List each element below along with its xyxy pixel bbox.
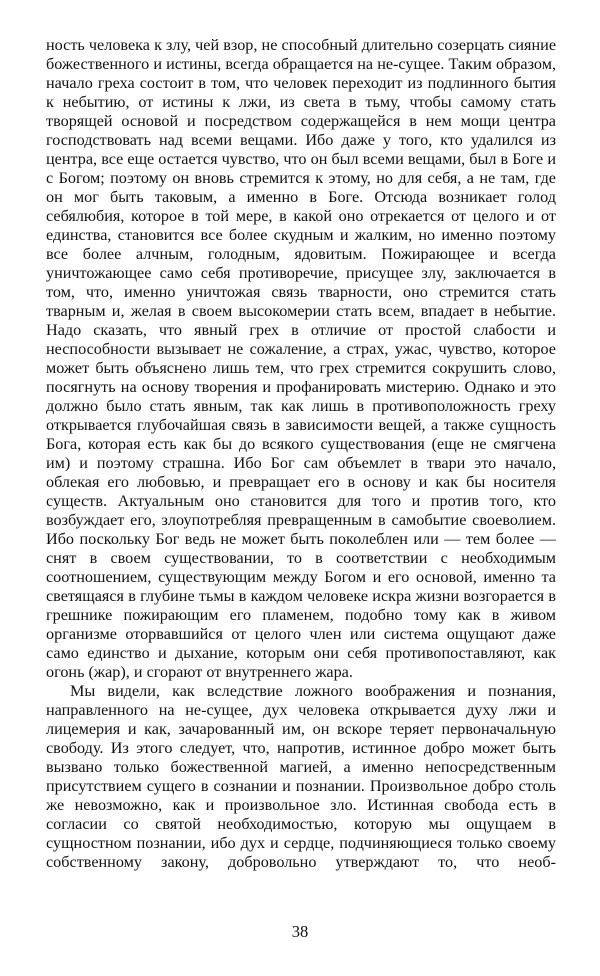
page-body	[46, 36, 556, 872]
page-number: 38	[291, 922, 309, 941]
paragraph-2: Мы видели, как вследствие ложного воображения и познания, направленного на не-сущее, дух человека открывается духу лжи и лицемерия и как, зачарованный им, он вскоре теряет первоначальную свободу. Из этого следует, что, напротив, истинное добро может быть вызвано только божественной магией, а именно непосредственным присутствием сущего в сознании и познании. Произвольное добро столь же невозможно, как и произвольное зло. Истинная свобода есть в согласии со святой необходимостью, которую мы ощущаем в сущностном познании, ибо дух и сердце, подчиняющиеся только своему собственному закону, добровольно утверждают то, что необ-	[46, 682, 556, 871]
paragraph-1: ность человека к злу, чей взор, не способный длительно созерцать сияние божественного и истины, всегда обращается на не-сущее. Таким образом, начало греха состоит в том, что человек переходит из подлинного бытия к небытию, от истины к лжи, из света в тьму, чтобы самому стать творящей основой и посредством содержащейся в нем мощи центра господствовать над всеми вещами. Ибо даже у того, кто удалился из центра, все еще остается чувство, что он был всеми вещами, был в Боге и с Богом; поэтому он вновь стремится к этому, но для себя, а не там, где он мог быть таковым, а именно в Боге. Отсюда возникает голод себялюбия, которое в той мере, в какой оно отрекается от целого и от единства, становится все более скудным и жалким, но именно поэтому все более алчным, голодным, ядовитым. Пожирающее и всегда уничтожающее само себя противоречие, присущее злу, заключается в том, что, именно уничтожая связь тварности, оно стремится стать тварным и, желая в своем высокомерии стать всем, впадает в небытие. Надо сказать, что явный грех в отличие от простой слабости и неспособности вызывает не сожаление, а страх, ужас, чувство, которое может быть объяснено лишь тем, что грех стремится сокрушить слово, посягнуть на основу творения и профанировать мистерию. Однако и это должно было стать явным, так как лишь в противоположность греху открывается глубочайшая связь в зависимости вещей, а также сущность Бога, которая есть как бы до всякого существования (еще не смягчена им) и поэтому страшна. Ибо Бог сам объемлет в твари это начало, облекая его любовью, и превращает его в основу и как бы носителя существ. Актуальным оно становится для того и против того, кто возбуждает его, злоупотребляя превращенным в самобытие своеволием. Ибо поскольку Бог ведь не может быть поколеблен или — тем более — снят в своем существовании, то в соответствии с необходимым соотношением, существующим между Богом и его основой, именно та светящаяся в глубине тьмы в каждом человеке искра жизни возгорается в грешнике пожирающим его пламенем, подобно тому как в живом организме оторвавшийся от целого член или система ощущают даже само единство и дыхание, которым они себя противопоставляют, как огонь (жар), и сгорают от внутреннего жара.	[46, 36, 556, 681]
